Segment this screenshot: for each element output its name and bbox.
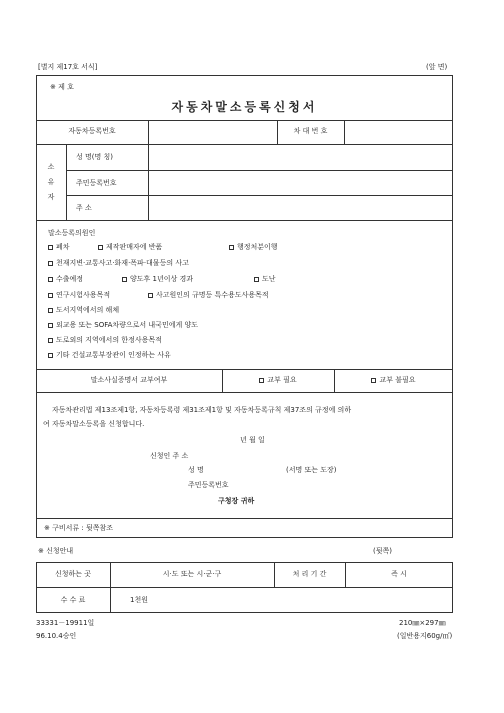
- reason-admin-checkbox[interactable]: 행정처분이행: [229, 244, 278, 251]
- form-title: 자동차말소등록신청서: [171, 100, 318, 114]
- reason-transfer-checkbox[interactable]: 양도후 1년이상 경과: [122, 276, 193, 283]
- reason-research-checkbox[interactable]: 연구시험사용목적: [48, 292, 110, 299]
- recipient: 구청장 귀하: [218, 497, 255, 505]
- owner-address-field[interactable]: [150, 197, 451, 218]
- paper-size: 210㎜×297㎜: [399, 619, 446, 627]
- vehicle-reg-number-field[interactable]: [150, 122, 275, 142]
- owner-rrn-field[interactable]: [150, 172, 451, 193]
- reason-disaster-checkbox[interactable]: 천재지변·교통사고·화재·폭파·대물등의 사고: [48, 260, 189, 267]
- owner-name-label: 성 명(명 칭): [76, 153, 113, 161]
- fee-value: 1천원: [130, 596, 148, 604]
- reason-return-checkbox[interactable]: 제작판매자에 반품: [98, 244, 162, 251]
- vin-field[interactable]: [346, 122, 451, 142]
- applicant-address-label: 신청인 주 소: [150, 452, 189, 460]
- where-value: 시·도 또는 시·군·구: [162, 570, 222, 578]
- form-code: 33331－19911일: [36, 619, 95, 627]
- applicant-rrn-label: 주민등록번호: [188, 481, 229, 489]
- owner-name-field[interactable]: [150, 146, 451, 168]
- paper-type: (일반용지60g/㎡): [397, 632, 453, 640]
- vehicle-reg-number-label: 자동차등록번호: [68, 127, 116, 135]
- owner-label: 소 유 자: [47, 163, 55, 201]
- reason-special-checkbox[interactable]: 사고원인의 규명등 특수용도사용목적: [148, 292, 269, 299]
- statement-line-1: 자동차관리법 제13조제1항, 자동차등록령 제31조제1항 및 자동차등록규칙 제37조의 규정에 의하: [52, 406, 352, 414]
- owner-address-label: 주 소: [76, 204, 92, 212]
- approval-date: 96.10.4승인: [36, 632, 77, 640]
- where-label: 신청하는 곳: [54, 570, 92, 578]
- reasons-heading: 말소등록의원인: [48, 229, 96, 237]
- applicant-name-label: 성 명: [188, 466, 204, 474]
- fee-label: 수 수 료: [60, 596, 86, 604]
- period-value: 즉 시: [391, 570, 407, 578]
- reason-scrap-checkbox[interactable]: 폐차: [48, 244, 70, 251]
- reason-offroad-checkbox[interactable]: 도로외의 지역에서의 한정사용목적: [48, 337, 162, 344]
- period-label: 처 리 기 간: [292, 570, 327, 578]
- certificate-not-needed-checkbox[interactable]: 교부 불필요: [334, 377, 453, 384]
- application-date[interactable]: 년 월 일: [240, 436, 265, 444]
- form-number: [별지 제17호 서식]: [38, 63, 98, 71]
- reason-island-checkbox[interactable]: 도서지역에서의 해체: [48, 307, 119, 314]
- page-side: (앞 면): [426, 63, 448, 71]
- signature-label: (서명 또는 도장): [286, 466, 337, 474]
- guide-heading: ※ 신청안내: [38, 547, 74, 555]
- certificate-label: 말소사실증명서 교부여부: [90, 376, 168, 384]
- reason-sofa-checkbox[interactable]: 외교용 또는 SOFA차량으로서 내국민에게 양도: [48, 322, 198, 329]
- statement-line-2: 여 자동차말소등록을 신청합니다.: [43, 420, 145, 428]
- required-documents-note: ※ 구비서류 : 뒷쪽참조: [44, 524, 113, 532]
- reason-other-checkbox[interactable]: 기타 건설교통부장관이 인정하는 사유: [48, 352, 171, 359]
- reason-theft-checkbox[interactable]: 도난: [254, 276, 276, 283]
- certificate-needed-checkbox[interactable]: 교부 필요: [222, 377, 334, 384]
- receipt-number: ※ 제 호: [50, 83, 74, 91]
- vin-label: 차 대 번 호: [293, 127, 328, 135]
- guide-back-side: (뒷쪽): [373, 547, 392, 555]
- reason-export-checkbox[interactable]: 수출예정: [48, 276, 83, 283]
- owner-rrn-label: 주민등록번호: [76, 179, 117, 187]
